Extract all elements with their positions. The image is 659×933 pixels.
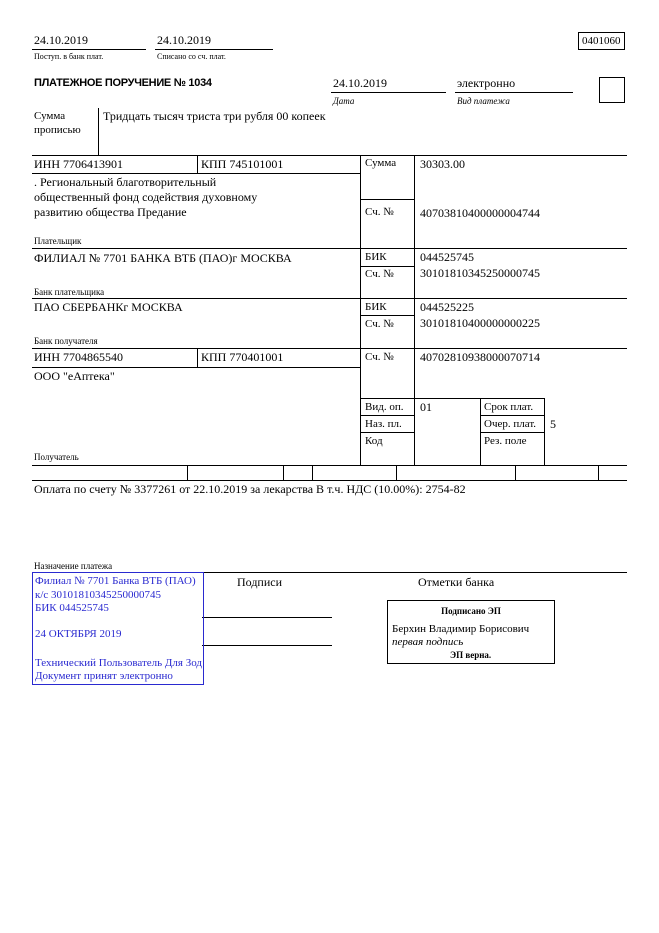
- payer-bank-name: ФИЛИАЛ № 7701 БАНКА ВТБ (ПАО)г МОСКВА: [34, 251, 292, 265]
- tax-col-line: [283, 465, 284, 480]
- payer-bank-label: Банк плательщика: [34, 287, 105, 297]
- bank-stamp-line-1: Филиал № 7701 Банка ВТБ (ПАО): [35, 575, 196, 587]
- e-signature-verified: ЭП верна.: [450, 650, 492, 660]
- bank-stamp-line-5: Документ принят электронно: [35, 670, 173, 682]
- tax-col-line: [312, 465, 313, 480]
- op-type-label: Вид. оп.: [365, 401, 404, 413]
- tax-col-line: [187, 465, 188, 480]
- purpose-label: Назначение платежа: [34, 561, 113, 571]
- order-date-label: Дата: [333, 96, 355, 106]
- payee-bank-name: ПАО СБЕРБАНКг МОСКВА: [34, 300, 183, 314]
- signature-line-2: [202, 645, 332, 646]
- row-line: [480, 432, 544, 433]
- order-date-line: [331, 92, 446, 93]
- tax-col-line: [598, 465, 599, 480]
- payee-name: ООО "еАптека": [34, 369, 115, 383]
- payee-label: Получатель: [34, 452, 79, 462]
- purpose-code-label: Наз. пл.: [365, 418, 402, 430]
- amount-words-label-1: Сумма: [34, 110, 66, 122]
- priority-label: Очер. плат.: [484, 418, 537, 430]
- col-line: [544, 398, 545, 465]
- payer-bank-account-label: Сч. №: [365, 268, 394, 280]
- row-line: [360, 415, 414, 416]
- priority: 5: [550, 417, 556, 431]
- debited-label: Списано со сч. плат.: [157, 52, 226, 61]
- row-line: [32, 480, 627, 481]
- row-line: [32, 248, 627, 249]
- row-line: [360, 432, 414, 433]
- row-line: [360, 315, 414, 316]
- row-line: [32, 298, 627, 299]
- bank-stamp-line-2: к/с 30101810345250000745: [35, 589, 162, 601]
- payer-account-label: Сч. №: [365, 206, 394, 218]
- payment-type-line: [455, 92, 573, 93]
- tax-col-line: [515, 465, 516, 480]
- op-type: 01: [420, 400, 432, 414]
- bank-marks-label: Отметки банка: [418, 575, 495, 589]
- payee-bank-bik: 044525225: [420, 300, 474, 314]
- received-date-line: [32, 49, 146, 50]
- payee-bank-account-label: Сч. №: [365, 318, 394, 330]
- payer-label: Плательщик: [34, 236, 82, 246]
- amount-words-text: Тридцать тысяч триста три рубля 00 копеек: [103, 109, 326, 123]
- payee-bank-label: Банк получателя: [34, 336, 98, 346]
- sum-value: 30303.00: [420, 157, 465, 171]
- payment-mark-box: [599, 77, 625, 103]
- purpose-text: Оплата по счету № 3377261 от 22.10.2019 за лекарства В т.ч. НДС (10.00%): 2754-82: [34, 482, 466, 496]
- row-line: [360, 199, 414, 200]
- payment-type-label: Вид платежа: [457, 96, 510, 106]
- payer-kpp: КПП 745101001: [201, 157, 284, 171]
- received-label: Поступ. в банк плат.: [34, 52, 104, 61]
- row-line: [32, 173, 360, 174]
- payee-inn: ИНН 7704865540: [34, 350, 123, 364]
- received-date: 24.10.2019: [34, 33, 88, 47]
- payer-account: 40703810400000004744: [420, 206, 540, 220]
- payee-bank-account: 30101810400000000225: [420, 316, 540, 330]
- payer-name-2: общественный фонд содействия духовному: [34, 190, 258, 204]
- bank-stamp-line-3: БИК 044525745: [35, 602, 109, 614]
- payee-kpp: КПП 770401001: [201, 350, 284, 364]
- sum-label: Сумма: [365, 157, 397, 169]
- payee-account-label: Сч. №: [365, 351, 394, 363]
- row-line: [360, 266, 414, 267]
- code-label: Код: [365, 435, 383, 447]
- row-line: [32, 465, 627, 466]
- bank-stamp-date: 24 ОКТЯБРЯ 2019: [35, 628, 122, 640]
- tax-col-line: [396, 465, 397, 480]
- col-line: [414, 155, 415, 465]
- signature-line-1: [202, 617, 332, 618]
- debited-date-line: [155, 49, 273, 50]
- amount-words-label-2: прописью: [34, 124, 81, 136]
- payer-name-1: . Региональный благотворительный: [34, 175, 217, 189]
- page-title: ПЛАТЕЖНОЕ ПОРУЧЕНИЕ № 1034: [34, 77, 212, 89]
- payee-bank-bik-label: БИК: [365, 301, 387, 313]
- payer-bank-bik-label: БИК: [365, 251, 387, 263]
- due-label: Срок плат.: [484, 401, 534, 413]
- row-line: [480, 415, 544, 416]
- e-signature-title: Подписано ЭП: [441, 606, 501, 616]
- e-signature-role: первая подпись: [392, 636, 464, 648]
- reserve-label: Рез. поле: [484, 435, 527, 447]
- payer-bank-account: 30101810345250000745: [420, 266, 540, 280]
- payer-name-3: развитию общества Предание: [34, 205, 187, 219]
- bank-stamp-line-4: Технический Пользователь Для Зод: [35, 657, 203, 669]
- payer-bank-bik: 044525745: [420, 250, 474, 264]
- row-line: [32, 367, 360, 368]
- amount-words-divider: [98, 108, 99, 155]
- e-signature-signer: Берхин Владимир Борисович: [392, 623, 530, 635]
- row-line: [32, 348, 627, 349]
- debited-date: 24.10.2019: [157, 33, 211, 47]
- signatures-label: Подписи: [237, 575, 283, 589]
- order-date: 24.10.2019: [333, 76, 387, 90]
- payer-inn: ИНН 7706413901: [34, 157, 123, 171]
- col-line: [197, 348, 198, 367]
- payment-type: электронно: [457, 76, 516, 90]
- row-line: [32, 155, 627, 156]
- row-line: [360, 398, 545, 399]
- col-line: [360, 155, 361, 465]
- col-line: [197, 155, 198, 173]
- payee-account: 40702810938000070714: [420, 350, 540, 364]
- form-code: 0401060: [582, 35, 621, 47]
